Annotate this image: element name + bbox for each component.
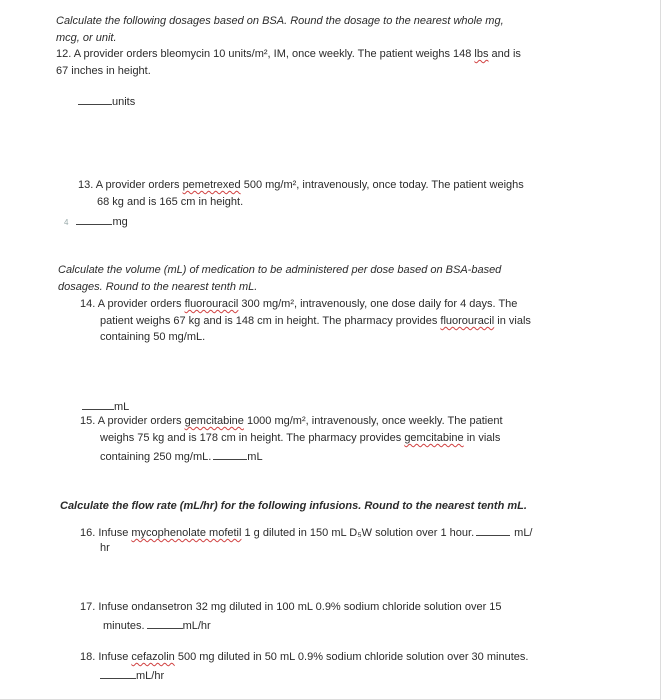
q17-answer-blank[interactable] <box>147 617 183 629</box>
q13-spell-flag: pemetrexed <box>182 179 241 191</box>
section2-heading-line2: dosages. Round to the nearest tenth mL. <box>58 281 258 293</box>
section2-heading-line1: Calculate the volume (mL) of medication to be administered per dose based on BSA-based <box>58 264 502 276</box>
q14-unit: mL <box>114 401 130 413</box>
q18-answer <box>100 667 164 684</box>
q14-answer-blank[interactable] <box>82 398 114 410</box>
q15-unit: mL <box>247 451 263 463</box>
q15-text3: containing 250 mg/mL. <box>100 451 212 463</box>
q13-text: 13. A provider orders <box>78 179 183 191</box>
q13-answer <box>64 213 128 230</box>
q15-text2-end: in vials <box>463 432 501 444</box>
q14-text-end: 300 mg/m², intravenously, one dose daily for 4 days. The <box>238 298 518 310</box>
q15-spell-flag-2: gemcitabine <box>404 432 464 444</box>
q12-line1 <box>56 47 521 62</box>
q14-line1 <box>80 297 517 312</box>
q13-margin-marker: 4 <box>64 218 69 227</box>
q16-unit-cont: hr <box>100 542 110 554</box>
q15-answer-blank[interactable] <box>213 448 247 460</box>
q13-line2: 68 kg and is 165 cm in height. <box>97 196 244 208</box>
q12-answer <box>78 93 135 110</box>
q17-unit: mL/hr <box>182 620 211 632</box>
q14-line3: containing 50 mg/mL. <box>100 331 206 343</box>
q13-unit: mg <box>112 216 128 228</box>
q16-line1 <box>80 524 533 541</box>
q14-text: 14. A provider orders <box>80 298 185 310</box>
q18-line1 <box>80 650 528 665</box>
q14-line2 <box>100 314 531 329</box>
q14-spell-flag-2: fluorouracil <box>440 315 495 327</box>
q15-text: 15. A provider orders <box>80 415 185 427</box>
q14-text2-end: in vials <box>494 315 531 327</box>
section1-heading-line2: mcg, or unit. <box>56 32 117 44</box>
q12-unit: units <box>112 96 136 108</box>
q16-spell-flag: mycophenolate mofetil <box>131 527 242 539</box>
q12-answer-blank[interactable] <box>78 93 112 105</box>
q14-answer <box>82 398 129 415</box>
q15-line2 <box>100 431 500 446</box>
q17-line2 <box>103 617 211 634</box>
q15-text2: weighs 75 kg and is 178 cm in height. The pharmacy provides <box>100 432 405 444</box>
q13-line1 <box>78 178 524 193</box>
q12-line2: 67 inches in height. <box>56 65 151 77</box>
q16-text: 16. Infuse <box>80 527 132 539</box>
q18-answer-blank[interactable] <box>100 667 136 679</box>
q13-answer-blank[interactable] <box>76 213 112 225</box>
q18-text: 18. Infuse <box>80 651 132 663</box>
q15-line1 <box>80 414 503 429</box>
q15-spell-flag: gemcitabine <box>184 415 244 427</box>
q12-text-end: and is <box>488 48 521 60</box>
q14-text2: patient weighs 67 kg and is 148 cm in height. The pharmacy provides <box>100 315 441 327</box>
section1-heading-line1: Calculate the following dosages based on BSA. Round the dosage to the nearest whole mg, <box>56 15 504 27</box>
q16-answer-blank[interactable] <box>476 524 510 536</box>
q12-text: 12. A provider orders bleomycin 10 units/m², IM, once weekly. The patient weighs 148 <box>56 48 475 60</box>
q12-spell-flag: lbs <box>474 48 489 60</box>
q18-unit: mL/hr <box>136 670 165 682</box>
q15-line3 <box>100 448 263 465</box>
q17-line1: 17. Infuse ondansetron 32 mg diluted in 100 mL 0.9% sodium chloride solution over 15 <box>80 601 502 613</box>
q16-text-end: 1 g diluted in 150 mL D₅W solution over 1 hour. <box>241 527 475 539</box>
q13-text-end: 500 mg/m², intravenously, once today. The patient weighs <box>240 179 524 191</box>
q17-text2: minutes. <box>103 620 145 632</box>
q18-spell-flag: cefazolin <box>131 651 175 663</box>
q15-text-end: 1000 mg/m², intravenously, once weekly. The patient <box>243 415 503 427</box>
q16-unit: mL/ <box>514 527 533 539</box>
q14-spell-flag: fluorouracil <box>184 298 239 310</box>
section3-heading: Calculate the flow rate (mL/hr) for the following infusions. Round to the nearest tenth mL. <box>60 500 527 512</box>
q18-text-end: 500 mg diluted in 50 mL 0.9% sodium chloride solution over 30 minutes. <box>174 651 529 663</box>
